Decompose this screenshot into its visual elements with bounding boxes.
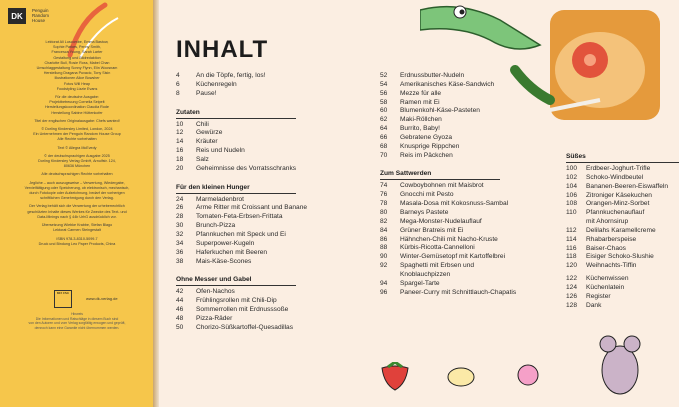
page-number: 114 xyxy=(566,235,577,243)
page-number: 32 xyxy=(176,230,184,238)
entry-title: Amerikanisches Käse-Sandwich xyxy=(400,80,495,88)
banana-slice-illustration xyxy=(447,366,475,388)
toc-entry xyxy=(176,196,356,205)
page-number: 82 xyxy=(380,217,388,225)
entry-title: Ramen mit Ei xyxy=(400,98,440,106)
toc-entry xyxy=(566,192,678,201)
page-number: 50 xyxy=(176,323,184,331)
toc-entry xyxy=(566,236,678,245)
entry-title: Blumenkohl-Käse-Pasteten xyxy=(400,107,480,115)
imprint-line: ISBN 978-3-8310-5099-7 xyxy=(56,236,98,241)
toc-entry xyxy=(176,222,356,231)
page-number: 8 xyxy=(176,89,180,97)
entry-title: Hähnchen-Chili mit Nacho-Kruste xyxy=(400,235,498,243)
section-rule xyxy=(380,179,500,180)
page-number: 28 xyxy=(176,213,184,221)
note-line: Die Informationen und Ratschläge in diesem Buch sind xyxy=(35,316,119,321)
entry-title: Delilahs Karamellcreme xyxy=(586,226,656,234)
imprint-line: 80636 München xyxy=(63,164,91,169)
entry-title: Mais-Käse-Scones xyxy=(196,257,252,265)
page-number: 122 xyxy=(566,275,578,283)
toc-entry xyxy=(380,218,540,227)
page-number: 42 xyxy=(176,288,184,296)
page-number: 12 xyxy=(176,129,184,137)
page-number: 116 xyxy=(566,244,577,252)
legal-note xyxy=(6,312,148,330)
page-number: 68 xyxy=(380,142,388,150)
imprint-line: Übersetzung Wiebke Krabbe, Stefan Blago xyxy=(41,223,113,228)
entry-title: Frühlingsrollen mit Chili-Dip xyxy=(196,297,277,305)
imprint-line: Lektorat Ali Luscombe, Emma Bastow, xyxy=(45,40,109,44)
entry-title: Knusprige Rippchen xyxy=(400,142,460,150)
imprint-line: Illustrationen Alice Bowsher xyxy=(54,76,100,81)
mouse-illustration xyxy=(590,330,650,400)
imprint-line: Titel der englischen Originalausgabe: Chefs wanted! xyxy=(34,118,120,123)
toc-entry xyxy=(566,174,678,183)
page-title: INHALT xyxy=(176,36,269,63)
section-rule xyxy=(176,118,296,119)
imprint-line: Gestaltung und Bildredaktion xyxy=(53,55,101,60)
page-number: 128 xyxy=(566,301,578,309)
page-number: 58 xyxy=(380,98,388,106)
section-rule xyxy=(566,162,679,163)
entry-title: Cowboybohnen mit Maisbrot xyxy=(400,182,484,190)
page-number: 44 xyxy=(176,297,184,305)
toc-entry xyxy=(380,253,540,262)
entry-title: Sommerrollen mit Erdnusssoße xyxy=(196,306,289,314)
imprint-line: Charlotte Bull, Rosie Ross, Mabel Chan xyxy=(44,60,110,65)
publisher-logo xyxy=(8,8,62,24)
note-line: dennoch kann eine Garantie nicht übernommen werden. xyxy=(34,325,120,330)
page-number: 124 xyxy=(566,283,578,291)
entry-title: Kräuter xyxy=(196,138,218,146)
imprint-text xyxy=(6,40,148,247)
entry-title: Küchenlatein xyxy=(586,283,625,291)
page-number: 24 xyxy=(176,195,184,203)
page-number: 60 xyxy=(380,107,388,115)
toc-entry xyxy=(176,249,356,258)
imprint-line: Ein Unternehmen der Penguin Random House Group xyxy=(33,132,121,137)
toc-entry xyxy=(176,147,356,156)
page-number: 94 xyxy=(380,279,388,287)
imprint-line: Foodstyling Lizzie Evans xyxy=(56,86,98,91)
entry-title: Marmeladenbrot xyxy=(196,195,245,203)
imprint-line: Jegliche – auch auszugsweise – Verwertung, Wiedergabe, xyxy=(29,180,125,185)
imprint-line: Data-Minings nach § 44b UrhG ausdrücklich vor. xyxy=(37,214,117,219)
imprint-line: durch Fotokopie oder Aufzeichnung, bedarf der vorherigen xyxy=(29,191,125,196)
page-number xyxy=(380,271,400,280)
page-number: 36 xyxy=(176,248,184,256)
toc-entry xyxy=(380,271,540,280)
toc-entry xyxy=(566,302,678,311)
page-number: 52 xyxy=(380,72,388,79)
page-number: 86 xyxy=(380,235,388,243)
toc-entry xyxy=(566,275,678,284)
toc-entry xyxy=(176,72,356,81)
toc-entry xyxy=(380,191,540,200)
entry-title: Arme Ritter mit Croissant und Banane xyxy=(196,204,308,212)
entry-title: Pause! xyxy=(196,89,217,97)
toc-entry xyxy=(176,297,356,306)
toc-entry xyxy=(566,284,678,293)
page-number: 4 xyxy=(176,72,180,79)
toc-entry xyxy=(380,244,540,253)
entry-title: Pizza-Räder xyxy=(196,314,233,322)
entry-title: Gewürze xyxy=(196,129,223,137)
entry-title: Paneer-Curry mit Schnittlauch-Chapatis xyxy=(400,288,517,296)
imprint-line: Druck und Bindung Leo Paper Products, China xyxy=(38,241,116,246)
section-rule xyxy=(176,193,296,194)
imprint-line: Fotos Will Heap xyxy=(63,81,91,86)
toc-entry xyxy=(176,324,356,333)
entry-title: Mega-Monster-Nudelauflauf xyxy=(400,217,482,225)
page-number: 6 xyxy=(176,80,180,88)
toc-entry xyxy=(176,240,356,249)
page-number: 34 xyxy=(176,239,184,247)
toc-entry xyxy=(176,306,356,315)
page-number: 96 xyxy=(380,288,388,296)
entry-title: Erdnussbutter-Nudeln xyxy=(400,72,465,79)
toc-entry xyxy=(380,209,540,218)
page-number: 84 xyxy=(380,226,388,234)
toc-entry xyxy=(566,200,678,209)
toc-entry xyxy=(176,204,356,213)
toc-entry xyxy=(380,134,540,143)
page-number: 26 xyxy=(176,204,184,212)
imprint-line: Alle Rechte vorbehalten xyxy=(57,137,97,142)
entry-title: Tomaten-Feta-Erbsen-Frittata xyxy=(196,213,283,221)
imprint-line: geschützten Inhalte dieses Werkes für Zwecke des Text- und xyxy=(27,209,127,214)
imprint-line: Der Verlag behält sich die Verwertung der urheberrechtlich xyxy=(29,204,125,209)
page-number: 120 xyxy=(566,262,578,270)
toc-entry xyxy=(380,125,540,134)
entry-title: Ofen-Nachos xyxy=(196,288,235,296)
toc-entry xyxy=(176,81,356,90)
entry-title: An die Töpfe, fertig, los! xyxy=(196,72,266,79)
toc-entry xyxy=(380,262,540,271)
page-number: 88 xyxy=(380,244,388,252)
entry-title: Küchenwissen xyxy=(586,275,629,283)
toc-entry xyxy=(566,293,678,302)
entry-title: Schoko-Windbeutel xyxy=(586,173,644,181)
page-number: 78 xyxy=(380,200,388,208)
page-number: 64 xyxy=(380,125,388,133)
page-number: 20 xyxy=(176,164,184,172)
section-heading: Süßes xyxy=(566,153,586,160)
toc-entry xyxy=(176,138,356,147)
entry-title: Winter-Gemüsetopf mit Kartoffelbrei xyxy=(400,253,506,261)
toc-entry xyxy=(176,288,356,297)
entry-title: Haferkuchen mit Beeren xyxy=(196,248,268,256)
entry-title: Masala-Dosa mit Kokosnuss-Sambal xyxy=(400,200,509,208)
page-number: 62 xyxy=(380,116,388,124)
note-line: von den Autoren und vom Verlag sorgfältig erwogen und geprüft, xyxy=(28,321,126,326)
section-heading: Für den kleinen Hunger xyxy=(176,183,250,191)
toc-entry xyxy=(380,152,540,161)
page-number: 108 xyxy=(566,200,578,208)
section-heading: Zum Sattwerden xyxy=(380,170,432,178)
page-number: 92 xyxy=(380,262,388,270)
page-number: 110 xyxy=(566,209,577,217)
toc-entry xyxy=(176,231,356,240)
entry-title: Küchenregeln xyxy=(196,80,237,88)
entry-title: Pfannkuchen mit Speck und Ei xyxy=(196,230,286,238)
page-number: 56 xyxy=(380,89,388,97)
toc-entry xyxy=(176,156,356,165)
entry-title: Superpower-Kugeln xyxy=(196,239,255,247)
toc-entry xyxy=(380,81,540,90)
entry-title: Burrito, Baby! xyxy=(400,125,440,133)
toc-entry xyxy=(566,183,678,192)
page-number: 14 xyxy=(176,138,184,146)
entry-title: Brunch-Pizza xyxy=(196,222,236,230)
page-number: 16 xyxy=(176,147,184,155)
page-number: 90 xyxy=(380,253,388,261)
toc-entry xyxy=(566,245,678,254)
toc-entry xyxy=(566,253,678,262)
strawberry-illustration xyxy=(378,362,412,392)
fsc-logo: MIX FSC xyxy=(54,290,72,308)
toc-entry xyxy=(176,90,356,99)
entry-title: Barneys Pastete xyxy=(400,208,449,216)
imprint-page xyxy=(0,0,153,407)
toc-entry xyxy=(566,262,678,271)
toc-entry xyxy=(176,258,356,267)
entry-title: Eisiger Schoko-Slushie xyxy=(586,253,654,261)
entry-title: mit Ahornsirup xyxy=(586,218,629,226)
toc-entry xyxy=(176,315,356,324)
entry-title: Bananen-Beeren-Eiswaffeln xyxy=(586,182,668,190)
toc-entry xyxy=(380,182,540,191)
imprint-line: Text © Allegra McEvedy xyxy=(57,145,97,150)
imprint-line: © der deutschsprachigen Ausgabe 2025 xyxy=(44,153,110,158)
entry-title: Kürbis-Ricotta-Cannelloni xyxy=(400,244,475,252)
entry-title: Geheimnisse des Vorratsschranks xyxy=(196,164,297,172)
toc-entry xyxy=(566,165,678,174)
entry-title: Reis und Nudeln xyxy=(196,147,245,155)
entry-title: Chili xyxy=(196,120,209,128)
imprint-line: schriftlichen Genehmigung durch den Verlag. xyxy=(40,196,114,201)
page-number: 48 xyxy=(176,314,184,322)
page-number: 112 xyxy=(566,226,577,234)
entry-title: Spargel-Tarte xyxy=(400,279,440,287)
toc-entry xyxy=(176,129,356,138)
toc-entry xyxy=(380,236,540,245)
page-number: 46 xyxy=(176,306,184,314)
entry-title: Reis im Päckchen xyxy=(400,151,453,159)
entry-title: Gebratene Gyoza xyxy=(400,133,453,141)
toc-entry xyxy=(380,99,540,108)
imprint-line: Sophie Parkes, Penny Smith, xyxy=(53,45,101,50)
entry-title: Orangen-Minz-Sorbet xyxy=(586,200,650,208)
spoon-illustration xyxy=(515,362,541,388)
imprint-line: Vervielfältigung oder Speicherung, ob elektronisch, mechanisch, xyxy=(24,185,130,190)
page-number: 118 xyxy=(566,253,577,261)
page-number: 126 xyxy=(566,292,578,300)
entry-title: Erdbeer-Joghurt-Trifle xyxy=(586,165,651,172)
entry-title: Pfannkuchenauflauf xyxy=(586,209,645,217)
toc-entry xyxy=(380,90,540,99)
imprint-line: © Dorling Kindersley Limited, London, 2024 xyxy=(41,127,113,132)
section-rule xyxy=(176,285,296,286)
page-number: 76 xyxy=(380,191,388,199)
entry-title: Salz xyxy=(196,155,209,163)
page-number: 54 xyxy=(380,80,388,88)
entry-title: Grüner Bratreis mit Ei xyxy=(400,226,464,234)
entry-title: Mezze für alle xyxy=(400,89,442,97)
entry-title: Rhabarberspeise xyxy=(586,235,637,243)
page-fold xyxy=(153,0,159,407)
toc-entry xyxy=(380,200,540,209)
toc-entry xyxy=(380,107,540,116)
toc-entry xyxy=(566,209,678,218)
entry-title: Register xyxy=(586,292,611,300)
page-number: 66 xyxy=(380,133,388,141)
entry-title: Weihnachts-Tiffin xyxy=(586,262,637,270)
toc-column-1 xyxy=(176,72,356,333)
toc-entry xyxy=(380,289,540,298)
prh-logo: Penguin Random House xyxy=(32,8,50,23)
page-number: 74 xyxy=(380,182,388,190)
section-heading: Ohne Messer und Gabel xyxy=(176,276,252,284)
entry-title: Maki-Röllchen xyxy=(400,116,442,124)
imprint-line: Projektbetreuung Cornelia Seipelt xyxy=(49,100,105,105)
entry-title: Gnocchi mit Pesto xyxy=(400,191,454,199)
imprint-line: Lektorat Carmen Steingestalt xyxy=(53,228,101,233)
entry-title: Zitroniger Käsekuchen xyxy=(586,191,652,199)
imprint-line: Für die deutsche Ausgabe: xyxy=(55,95,99,100)
page-number xyxy=(566,218,586,227)
page-number: 80 xyxy=(380,208,388,216)
page-number: 30 xyxy=(176,222,184,230)
page-number: 106 xyxy=(566,191,578,199)
imprint-line: Herstellung Dragana Puvacic, Tony Sisin xyxy=(43,71,111,76)
toc-column-3 xyxy=(566,147,678,311)
toc-entry xyxy=(176,165,356,174)
toc-entry xyxy=(380,280,540,289)
imprint-line: Francesca Young, Sarah Larter xyxy=(51,50,103,55)
page-number: 104 xyxy=(566,182,578,190)
entry-title: Spaghetti mit Erbsen und xyxy=(400,262,475,270)
entry-title: Knoblauchpizzen xyxy=(400,270,451,278)
entry-title: Dank xyxy=(586,301,602,309)
imprint-line: Umschlaggestaltung Sonny Flynn, Elin Woosnam xyxy=(36,66,118,71)
imprint-line: Alle deutschsprachigen Rechte vorbehalten xyxy=(41,172,113,177)
imprint-line: Herstellungskoordination Claudia Rode xyxy=(45,105,109,110)
toc-entry xyxy=(176,213,356,222)
toc-entry xyxy=(380,143,540,152)
page-number: 38 xyxy=(176,257,184,265)
toc-column-2 xyxy=(380,72,540,297)
page-number: 100 xyxy=(566,165,578,172)
toc-entry xyxy=(566,227,678,236)
dk-logo: DK xyxy=(8,8,26,24)
imprint-line: Herstellung Sabine Hüttenkofer xyxy=(51,110,103,115)
toc-entry xyxy=(176,121,356,130)
page-number: 70 xyxy=(380,151,388,159)
entry-title: Chorizo-Süßkartoffel-Quesadillas xyxy=(196,323,293,331)
page-number: 10 xyxy=(176,120,184,128)
page-number: 102 xyxy=(566,173,578,181)
entry-title: Baiser-Chaos xyxy=(586,244,626,252)
toc-entry xyxy=(566,218,678,227)
page-number: 18 xyxy=(176,155,184,163)
toc-entry xyxy=(380,72,540,81)
website: www.dk-verlag.de xyxy=(86,296,118,301)
note-line: Hinweis xyxy=(71,312,83,316)
section-heading: Zutaten xyxy=(176,108,200,116)
toc-entry xyxy=(380,116,540,125)
toc-entry xyxy=(380,227,540,236)
imprint-line: Dorling Kindersley Verlag GmbH, Arnulfstr. 124, xyxy=(38,159,116,164)
